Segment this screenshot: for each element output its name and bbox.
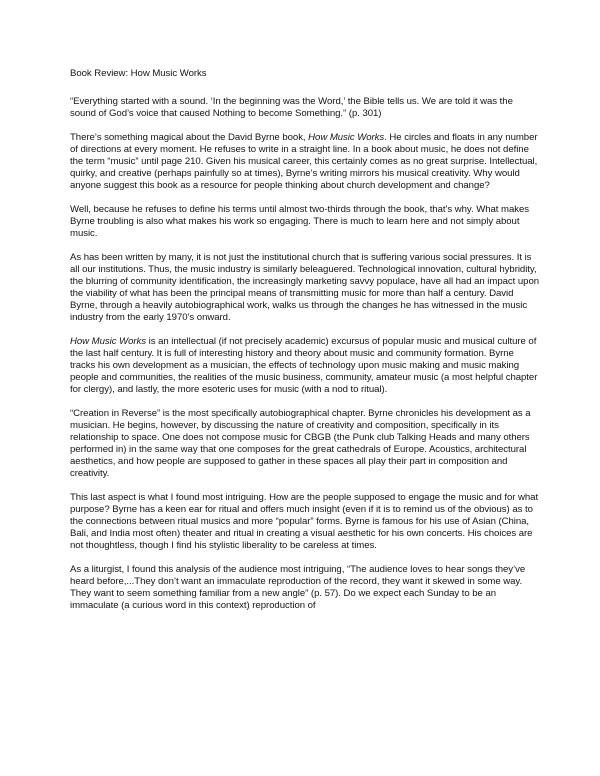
paragraph-1	[70, 96, 540, 120]
paragraph-7	[70, 492, 540, 552]
paragraph-4	[70, 252, 540, 324]
paragraph-text: As a liturgist, I found this analysis of the audience most intriguing, “The audience loves to hear songs they’ve heard before,...They don’t want an immaculate reproduction of the record, they want it skewed in some way. They want to seem something familiar from a new angle” (p. 57). Do we expect each Sunday to be an immaculate (a curious word in this context) reproduction of	[70, 564, 526, 611]
document-title: Book Review: How Music Works	[70, 68, 207, 79]
paragraph-text: “Creation in Reverse” is the most specifically autobiographical chapter. Byrne chronicles his development as a musician. He begins, however, by discussing the nature of creativity and composition, specifically in its relationship to space. One does not compose music for CBGB (the Punk club Talking Heads and many others performed in) in the same way that one composes for the great cathedrals of Europe. Acoustics, architectural aesthetics, and how people are supposed to gather in these spaces all play their part in composition and creativity.	[70, 408, 531, 479]
document-page	[70, 68, 540, 624]
paragraph-3	[70, 204, 540, 240]
paragraph-text: Well, because he refuses to define his terms until almost two-thirds through the book, that’s why. What makes Byrne troubling is also what makes his work so engaging. There is much to learn here and not simply about music.	[70, 204, 530, 239]
book-title-italic: How Music Works	[70, 336, 147, 347]
paragraph-text: is an intellectual (if not precisely academic) excursus of popular music and musical culture of the last half century. It is full of interesting history and theory about music and community formation. Byrne tracks his own development as a musician, the effects of technology upon music making and music making people and communities, the realities of the music business, community, amateur music (a most helpful chapter for clergy), and lastly, the more esoteric uses for music (with a nod to ritual).	[70, 336, 538, 395]
book-title-italic: How Music Works	[308, 132, 385, 143]
paragraph-text: . He circles and floats in any number of directions at every moment. He refuses to write in a straight line. In a book about music, he does not define the term “music” until page 210. Given his musical career, this certainly comes as no great surprise. Intellectual, quirky, and creative (perhaps painfully so at times), Byrne’s writing mirrors his musical creativity. Why would anyone suggest this book as a resource for people thinking about church development and change?	[70, 132, 538, 191]
paragraph-5	[70, 336, 540, 396]
paragraph-8	[70, 564, 540, 612]
paragraph-text: “Everything started with a sound. ‘In the beginning was the Word,’ the Bible tells us. We are told it was the sound of God’s voice that caused Nothing to become Something.” (p. 301)	[70, 96, 513, 119]
paragraph-text: As has been written by many, it is not just the institutional church that is suffering various social pressures. It is all our institutions. Thus, the music industry is similarly beleaguered. Technological innovation, cultural hybridity, the blurring of community identification, the increasingly marketing savvy populace, have all had an impact upon the viability of what has been the principal means of transmitting music for more than half a century. David Byrne, through a heavily autobiographical work, walks us through the changes he has witnessed in the music industry from the early 1970’s onward.	[70, 252, 540, 323]
paragraph-6	[70, 408, 540, 480]
paragraph-text: There’s something magical about the David Byrne book,	[70, 132, 309, 143]
paragraph-text: This last aspect is what I found most intriguing. How are the people supposed to engage the music and for what purpose? Byrne has a keen ear for ritual and offers much insight (even if it is to remind us of the obvious) as to the connections between ritual musics and more “popular” forms. Byrne is famous for his use of Asian (China, Bali, and India most often) theater and ritual in creating a visual aesthetic for his own concerts. His choices are not thoughtless, though I find his stylistic liberality to be careless at times.	[70, 492, 539, 551]
paragraph-2	[70, 132, 540, 192]
